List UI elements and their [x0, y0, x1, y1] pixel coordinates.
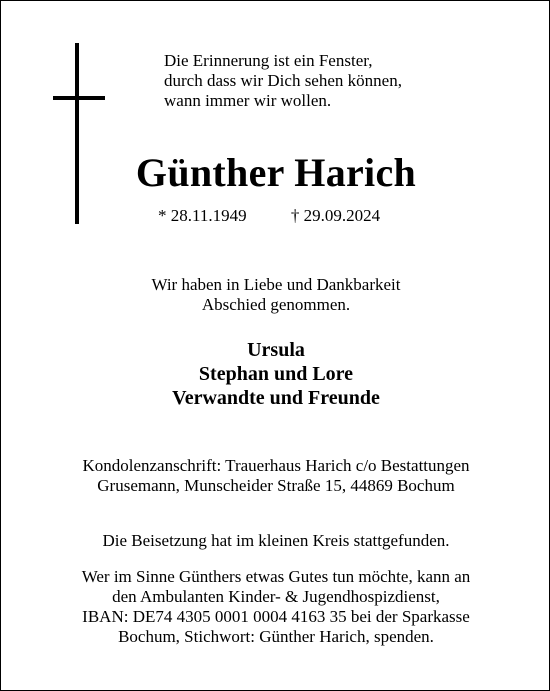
- address-line: Kondolenzanschrift: Trauerhaus Harich c/o Bestattungen: [82, 456, 470, 475]
- donation-line: Bochum, Stichwort: Günther Harich, spenden.: [118, 627, 434, 646]
- quote-line: Die Erinnerung ist ein Fenster,: [164, 51, 373, 70]
- mourners-list: [1, 338, 550, 410]
- cross-horizontal-bar: [53, 96, 105, 100]
- birth-date: * 28.11.1949: [158, 206, 247, 225]
- donation-request: [1, 567, 550, 647]
- deceased-name: Günther Harich: [135, 150, 417, 195]
- donation-line: IBAN: DE74 4305 0001 0004 4163 35 bei der Sparkasse: [82, 607, 470, 626]
- intro-line: Wir haben in Liebe und Dankbarkeit: [151, 275, 401, 294]
- mourner-name: Verwandte und Freunde: [172, 387, 380, 409]
- donation-line: den Ambulanten Kinder- & Jugendhospizdienst,: [112, 587, 440, 606]
- farewell-intro: [1, 275, 550, 315]
- donation-line: Wer im Sinne Günthers etwas Gutes tun möchte, kann an: [81, 567, 471, 586]
- burial-note: [1, 531, 550, 551]
- address-line: Grusemann, Munscheider Straße 15, 44869 Bochum: [97, 476, 455, 495]
- memorial-quote: [164, 51, 402, 111]
- mourner-name: Stephan und Lore: [198, 363, 354, 385]
- condolence-address: [1, 456, 550, 496]
- life-dates: [158, 205, 380, 227]
- burial-text: Die Beisetzung hat im kleinen Kreis stattgefunden.: [102, 531, 450, 550]
- quote-line: wann immer wir wollen.: [164, 91, 332, 110]
- death-date: † 29.09.2024: [290, 206, 381, 225]
- mourner-name: Ursula: [247, 339, 305, 361]
- quote-line: durch dass wir Dich sehen können,: [164, 71, 402, 90]
- intro-line: Abschied genommen.: [201, 295, 351, 314]
